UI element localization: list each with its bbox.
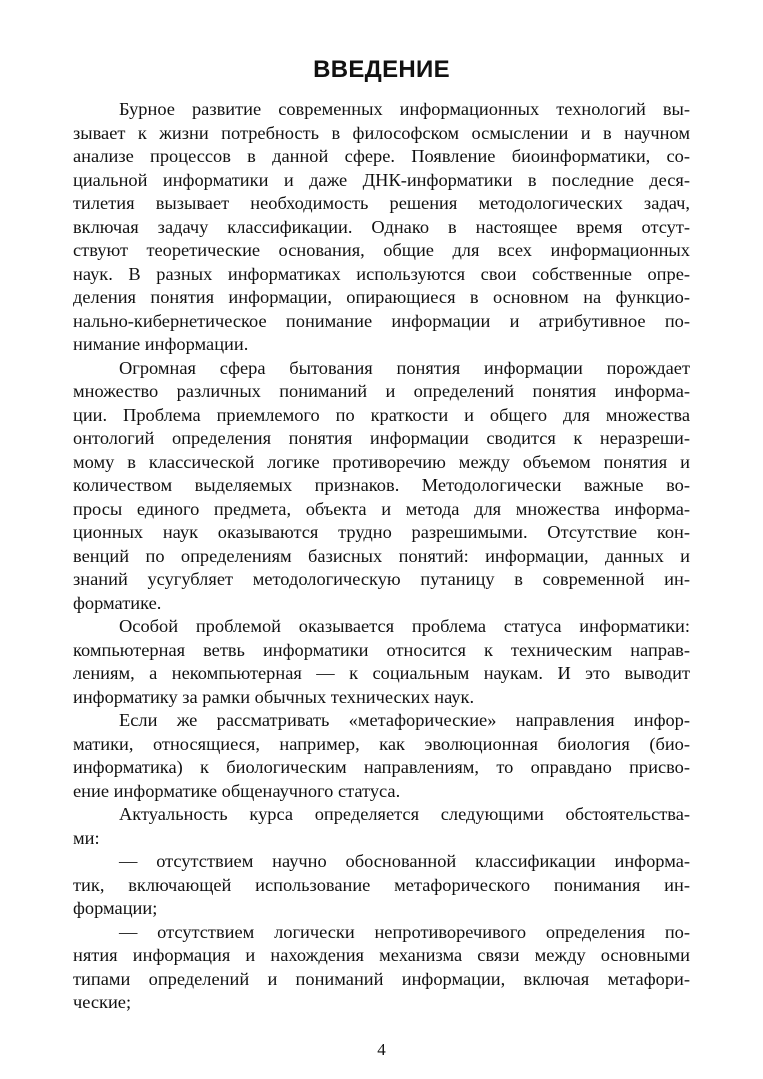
paragraph [73,850,690,921]
text-line: Актуальность курса определяется следующими обстоятельства- [119,804,690,824]
text-line: — отсутствием научно обоснованной классификации информа- [119,851,690,871]
text-line: онтологий определения понятия информации сводится к неразреши- [73,428,690,448]
paragraph [73,709,690,803]
text-line: наук. В разных информатиках используются свои собственные опре- [73,263,690,284]
page-title: ВВЕДЕНИЕ [313,56,450,83]
text-line: множество различных пониманий и определений понятия информа- [73,381,690,401]
text-line: анализе процессов в данной сфере. Появление биоинформатики, со- [73,146,690,166]
text-line: нимание информации. [73,334,249,354]
text-line: форматике. [73,592,162,613]
text-line: ции. Проблема приемлемого по краткости и общего для множества [73,404,690,425]
paragraph [73,803,690,850]
text-line: формации; [73,898,158,918]
text-line: зывает к жизни потребность в философском осмыслении и в научном [73,122,690,143]
text-line: знаний усугубляет методологическую путаницу в современной ин- [73,569,690,589]
text-line: ение информатике общенаучного статуса. [73,780,401,801]
text-line: тик, включающей использование метафорического понимания ин- [73,874,690,895]
text-line: Если же рассматривать «метафорические» направления инфор- [119,710,690,730]
paragraph [73,98,690,357]
text-line: просы единого предмета, объекта и метода для множества информа- [73,498,690,519]
text-line: мому в классической логике противоречию между объемом понятия и [73,451,690,472]
text-line: циальной информатики и даже ДНК-информатики в последние деся- [73,169,690,190]
paragraph [73,357,690,616]
text-line: венций по определениям базисных понятий: информации, данных и [73,545,690,566]
text-line: количеством выделяемых признаков. Методологически важные во- [73,475,690,495]
page-number: 4 [377,1040,386,1059]
text-line: Особой проблемой оказывается проблема статуса информатики: [119,616,690,636]
body-text [73,98,690,1015]
text-line: Огромная сфера бытования понятия информации порождает [119,357,690,378]
text-line: деления понятия информации, опирающиеся в основном на функцио- [73,287,690,307]
text-line: нально-кибернетическое понимание информации и атрибутивное по- [73,310,690,331]
paragraph [73,615,690,709]
text-line: информатика) к биологическим направлениям, то оправдано присво- [73,757,690,777]
text-line: включая задачу классификации. Однако в настоящее время отсут- [73,216,690,237]
text-line: компьютерная ветвь информатики относится к техническим направ- [73,639,690,660]
text-line: типами определений и пониманий информации, включая метафори- [73,968,690,989]
text-line: ческие; [73,992,132,1012]
paragraph [73,921,690,1015]
text-line: тилетия вызывает необходимость решения методологических задач, [73,193,690,213]
text-line: матики, относящиеся, например, как эволюционная биология (био- [73,733,690,754]
text-line: ми: [73,827,100,848]
text-line: ствуют теоретические основания, общие для всех информационных [73,240,690,260]
text-line: лениям, а некомпьютерная — к социальным наукам. И это выводит [73,663,690,683]
text-line: — отсутствием логически непротиворечивого определения по- [119,921,690,942]
text-line: ционных наук оказываются трудно разрешимыми. Отсутствие кон- [73,522,690,542]
text-line: Бурное развитие современных информационных технологий вы- [119,99,690,119]
text-line: нятия информация и нахождения механизма связи между основными [73,945,690,965]
text-line: информатику за рамки обычных технических наук. [73,686,475,707]
